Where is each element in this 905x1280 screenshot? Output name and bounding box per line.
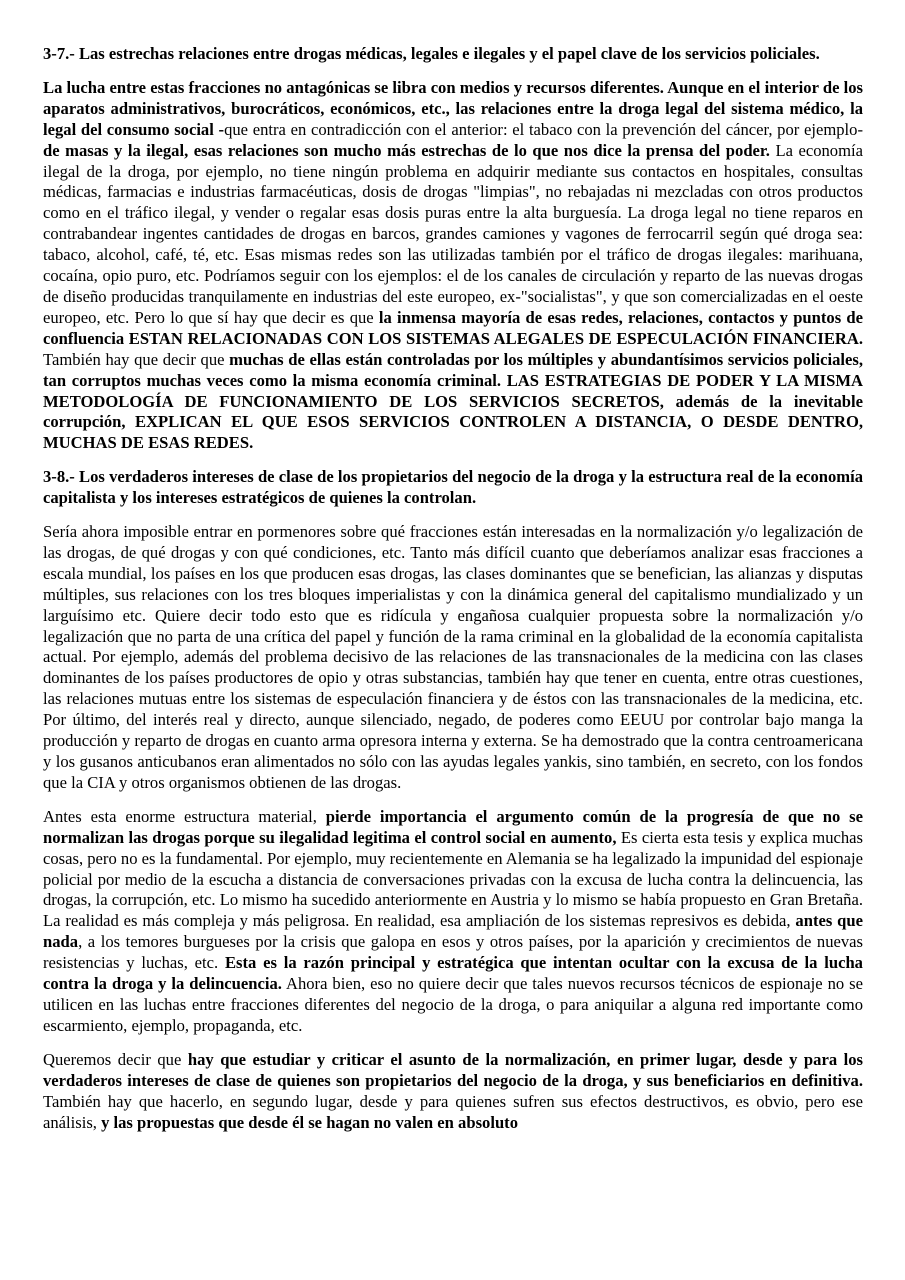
text-span: Ahora bien, eso no quiere decir que tales nuevos recursos técnicos de espionaje no se utilicen en las luchas entre fracciones diferentes del negocio de la droga, o para aniquilar a alguna red importante como escarmiento, ejemplo, propaganda, etc. — [43, 974, 863, 1035]
text-span: La economía ilegal de la droga, por ejemplo, no tiene ningún problema en adquirir mediante sus contactos en hospitales, consultas médicas, farmacias e industrias farmacéuticas, dosis de drogas "limpias", no rebajadas ni mezcladas con otros productos como en el tráfico ilegal, y vender o regalar esas dosis puras entre la alta burguesía. La droga legal no tiene reparos en contrabandear ingentes cantidades de drogas en barcos, grandes camiones y vagones de ferrocarril según qué droga sea: tabaco, alcohol, café, té, etc. Esas mismas redes son las utilizadas también por el tráfico de drogas ilegales: marihuana, cocaína, opio puro, etc. Podríamos seguir con los ejemplos: el de los canales de circulación y reparto de las nuevas drogas de diseño producidas tranquilamente en industrias del este europeo, ex-"socialistas", y que son comercializadas en el oeste europeo, etc. Pero lo que sí hay que decir es que — [43, 140, 863, 327]
section-heading-3-7: 3-7.- Las estrechas relaciones entre drogas médicas, legales e ilegales y el papel clave de los servicios policiales. — [43, 44, 820, 63]
text-span: También hay que decir que — [43, 349, 230, 369]
bold-span: la inmensa mayoría de esas redes, relaciones, contactos y puntos de confluencia ESTAN RELACIONADAS CON LOS SISTEMAS ALEGALES DE ESPECULACIÓN FINANCIERA. — [43, 307, 863, 348]
paragraph-3 — [43, 807, 863, 1037]
paragraph-1 — [43, 78, 863, 454]
bold-span: Esta es la razón principal y estratégica que intentan ocultar con la excusa de la lucha contra la droga y la delincuencia. — [43, 953, 863, 994]
text-span: , a los temores burgueses por la crisis que galopa en esos y otros países, por la aparición y crecimientos de nuevas resistencias y luchas, etc. — [43, 932, 863, 973]
bold-span: pierde importancia el argumento común de la progresía de que no se normalizan las drogas porque su ilegalidad legitima el control social en aumento, — [43, 806, 863, 847]
bold-span: hay que estudiar y criticar el asunto de la normalización, en primer lugar, desde y para los verdaderos intereses de clase de quienes son propietarios del negocio de la droga, y sus beneficiarios en definitiva. — [43, 1049, 863, 1090]
paragraph-2: Sería ahora imposible entrar en pormenores sobre qué fracciones están interesadas en la normalización y/o legalización de las drogas, de qué drogas y con qué condiciones, etc. Tanto más difícil cuanto que deberíamos analizar esas fracciones a escala mundial, los países en los que producen esas drogas, las clases dominantes que se benefician, las alianzas y disputas múltiples, sus relaciones con los tres bloques imperialistas y con la dinámica general del capitalismo mundializado y un larguísimo etc. Quiere decir todo esto que es ridícula y engañosa cualquier propuesta sobre la normalización y/o legalización que no parta de una crítica del papel y función de la rama criminal en la globalidad de la economía capitalista actual. Por ejemplo, además del problema decisivo de las relaciones de las transnacionales de la medicina con las clases dominantes de los países productores de opio y otras substancias, también hay que tener en cuenta, entre otras cuestiones, las relaciones mutuas entre los sistemas de especulación financiera y de éstos con las transnacionales de la medicina, etc. Por último, del interés real y directo, aunque silenciado, negado, de poderes como EEUU por controlar bajo manga la producción y reparto de drogas en cuanto arma opresora interna y externa. Se ha demostrado que la contra centroamericana y los gusanos anticubanos eran alimentados no sólo con las ayudas legales yankis, sino también, en secreto, con los fondos que la CIA y otros organismos obtienen de las drogas. — [43, 522, 863, 792]
paragraph-4 — [43, 1050, 863, 1134]
text-span: Queremos decir que — [43, 1049, 188, 1069]
bold-span: La lucha entre estas fracciones no antagónicas se libra con medios y recursos diferentes. Aunque en el interior de los aparatos administrativos, burocráticos, económicos, etc., las relaciones entre la droga legal del sistema médico, la legal del consumo social - — [43, 77, 863, 139]
bold-span: antes que nada — [43, 911, 863, 952]
bold-span: muchas de ellas están controladas por los múltiples y abundantísimos servicios policiales, tan corruptos muchas veces como la misma economía criminal. LAS ESTRATEGIAS DE PODER Y LA MISMA METODOLOGÍA DE FUNCIONAMIENTO DE LOS SERVICIOS SECRETOS, además de la inevitable corrupción, EXPLICAN EL QUE ESOS SERVICIOS CONTROLEN A DISTANCIA, O DESDE DENTRO, MUCHAS DE ESAS REDES. — [43, 349, 863, 453]
bold-span: y las propuestas que desde él se hagan no valen en absoluto — [101, 1112, 518, 1132]
text-span: También hay que hacerlo, en segundo lugar, desde y para quienes sufren sus efectos destructivos, es obvio, pero ese análisis, — [43, 1091, 863, 1132]
text-span: Es cierta esta tesis y explica muchas cosas, pero no es la fundamental. Por ejemplo, muy recientemente en Alemania se ha legalizado la impunidad del espionaje policial por medio de la escucha a distancia de conversaciones privadas con la excusa de lucha contra la delincuencia, las drogas, la corrupción, etc. Lo mismo ha sucedido anteriormente en Austria y lo mismo se había propuesto en Gran Bretaña. La realidad es más compleja y más peligrosa. En realidad, esa ampliación de los sistemas represivos es debida, — [43, 827, 863, 931]
bold-span: de masas y la ilegal, esas relaciones son mucho más estrechas de lo que nos dice la prensa del poder. — [43, 140, 770, 160]
section-heading-3-8: 3-8.- Los verdaderos intereses de clase de los propietarios del negocio de la droga y la estructura real de la economía capitalista y los intereses estratégicos de quienes la controlan. — [43, 467, 863, 508]
text-span: que entra en contradicción con el anterior: el tabaco con la prevención del cáncer, por ejemplo- — [224, 119, 863, 139]
text-span: Antes esta enorme estructura material, — [43, 806, 326, 826]
